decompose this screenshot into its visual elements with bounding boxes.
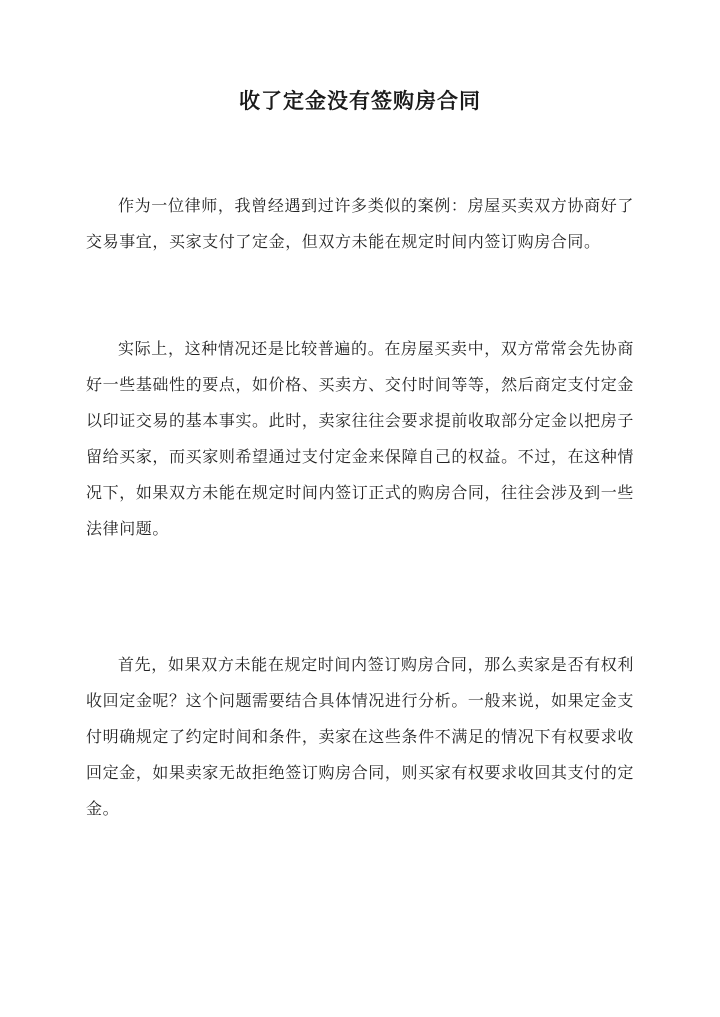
paragraph-analysis: 首先，如果双方未能在规定时间内签订购房合同，那么卖家是否有权利收回定金呢？这个问题需要结合具体情况进行分析。一般来说，如果定金支付明确规定了约定时间和条件，卖家在这些条件不满足的情况下有权要求收回定金，如果卖家无故拒绝签订购房合同，则买家有权要求收回其支付的定金。 bbox=[86, 655, 634, 818]
paragraph-intro: 作为一位律师，我曾经遇到过许多类似的案例：房屋买卖双方协商好了交易事宜，买家支付了定金，但双方未能在规定时间内签订购房合同。 bbox=[86, 196, 634, 251]
paragraph-background: 实际上，这种情况还是比较普遍的。在房屋买卖中，双方常常会先协商好一些基础性的要点，如价格、买卖方、交付时间等等，然后商定支付定金以印证交易的基本事实。此时，卖家往往会要求提前收取部分定金以把房子留给买家，而买家则希望通过支付定金来保障自己的权益。不过，在这种情况下，如果双方未能在规定时间内签订正式的购房合同，往往会涉及到一些法律问题。 bbox=[86, 339, 634, 538]
document-title: 收了定金没有签购房合同 bbox=[239, 88, 481, 113]
